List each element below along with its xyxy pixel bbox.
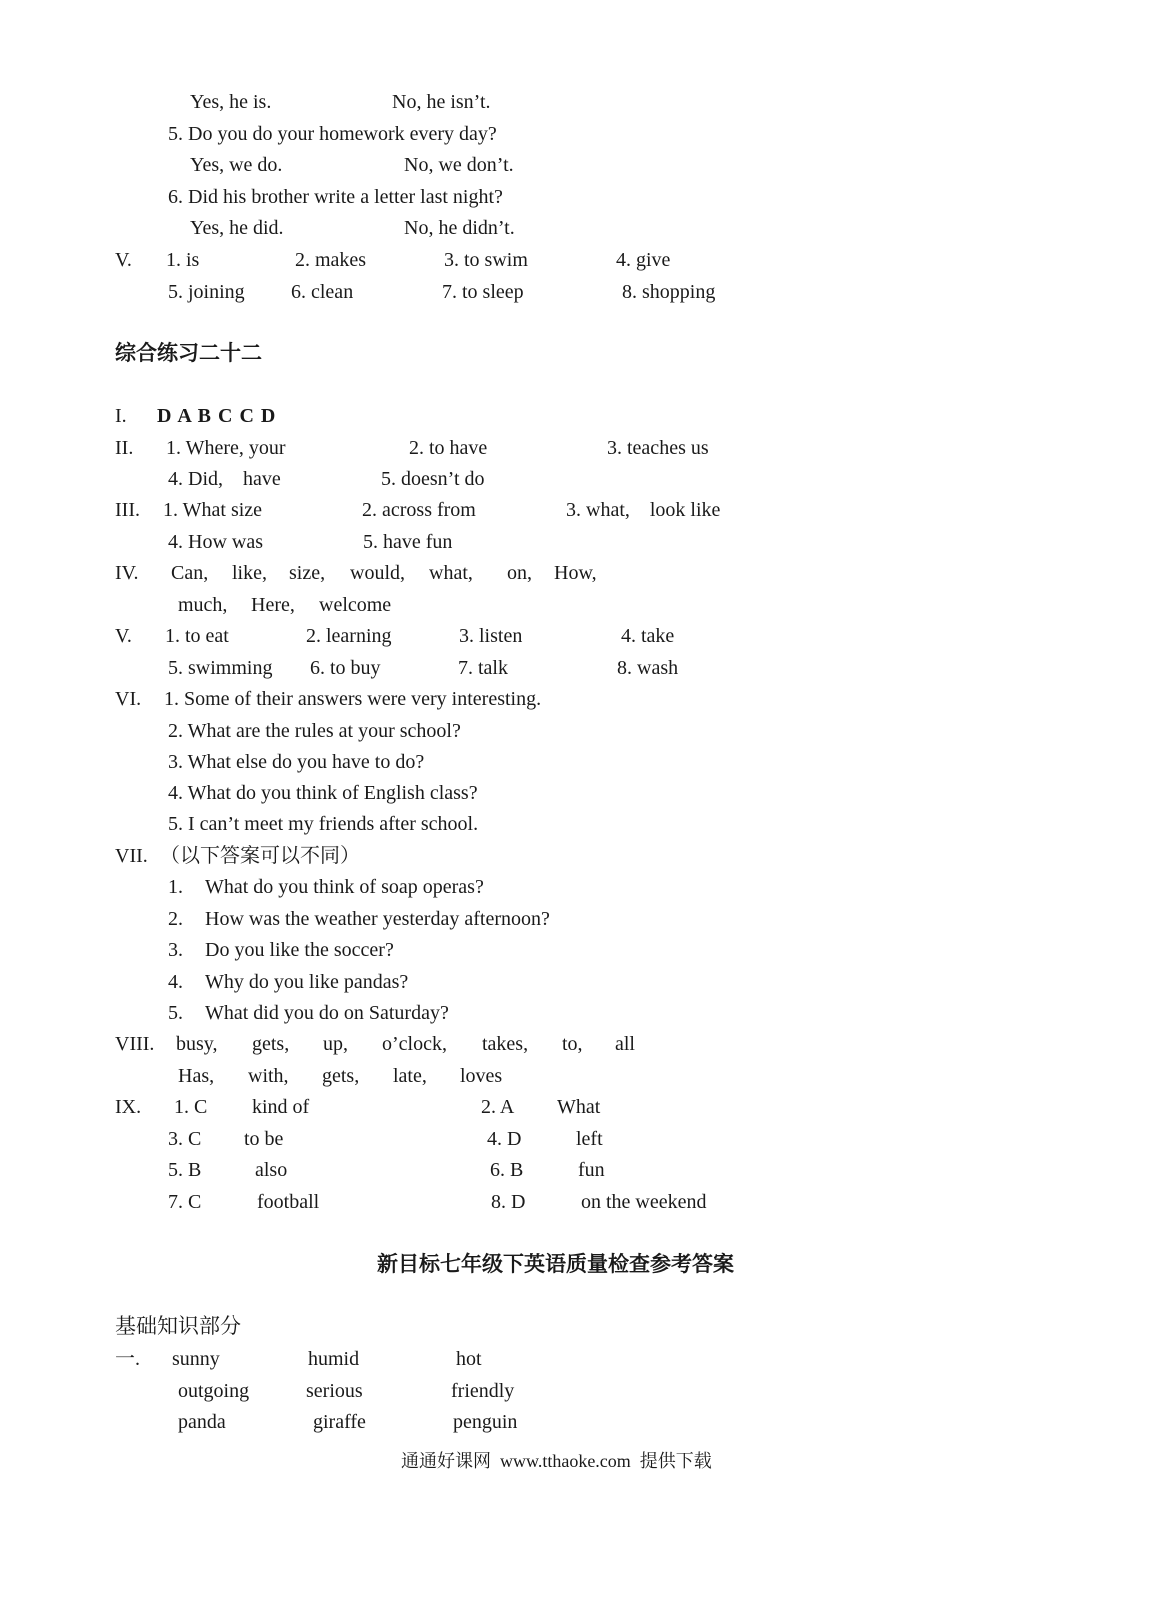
part-heading: 基础知识部分 (115, 1314, 241, 1338)
answer-item: 4. How was (168, 531, 263, 553)
answer-word: with, (248, 1065, 289, 1087)
vocab-word: giraffe (313, 1411, 366, 1433)
answer-item: 2. makes (295, 249, 367, 271)
answer-item: 5. joining (168, 281, 245, 303)
q4-no: No, he isn’t. (392, 91, 491, 113)
answer-word: welcome (319, 594, 392, 616)
section-title: 综合练习二十二 (115, 341, 262, 365)
ix-choice: 2. A (481, 1096, 515, 1118)
ix-choice: 8. D (491, 1191, 526, 1213)
answer-word: would, (350, 562, 405, 584)
q6-question: 6. Did his brother write a letter last night? (168, 186, 503, 208)
answer-word: on, (507, 562, 532, 584)
answer-item: 3. listen (459, 625, 523, 647)
answer-sentence: 2. What are the rules at your school? (168, 720, 461, 742)
answer-sentence: Do you like the soccer? (205, 939, 394, 961)
answer-word: loves (460, 1065, 503, 1087)
answer-sentence: How was the weather yesterday afternoon? (205, 908, 550, 930)
answer-item: 1. to eat (165, 625, 229, 647)
answer-item: 4. take (621, 625, 675, 647)
answer-item: 1. is (166, 249, 200, 271)
ix-word: fun (578, 1159, 605, 1181)
answer-item: 6. to buy (310, 657, 381, 679)
answer-sentence: What did you do on Saturday? (205, 1002, 449, 1024)
answer-word: late, (393, 1065, 427, 1087)
ix-choice: 6. B (490, 1159, 524, 1181)
answer-item: 8. shopping (622, 281, 716, 303)
answer-sentence: What do you think of soap operas? (205, 876, 484, 898)
vi-label: VI. (115, 688, 142, 710)
viii-label: VIII. (115, 1033, 155, 1055)
ix-word: football (257, 1191, 320, 1213)
list-number: 4. (168, 971, 183, 993)
top-v-label: V. (115, 249, 132, 271)
ix-choice: 1. C (174, 1096, 208, 1118)
q5-no: No, we don’t. (404, 154, 514, 176)
iii-label: III. (115, 499, 140, 521)
vocab-word: humid (308, 1348, 360, 1370)
answer-item: 1. Where, your (166, 437, 286, 459)
quality-check-title: 新目标七年级下英语质量检查参考答案 (377, 1252, 734, 1276)
answer-sentence: 4. What do you think of English class? (168, 782, 478, 804)
answer-word: much, (178, 594, 228, 616)
ix-choice: 5. B (168, 1159, 202, 1181)
answer-item: 4. give (616, 249, 671, 271)
answer-word: size, (289, 562, 326, 584)
answer-item: 7. talk (458, 657, 508, 679)
answer-word: How, (554, 562, 597, 584)
answer-item: 5. have fun (363, 531, 453, 553)
answer-word: like, (232, 562, 267, 584)
vocab-word: sunny (172, 1348, 220, 1370)
answer-word: gets, (252, 1033, 290, 1055)
vocab-word: friendly (451, 1380, 515, 1402)
answer-word: takes, (482, 1033, 529, 1055)
ix-word: What (557, 1096, 601, 1118)
answer-item: 3. what, look like (566, 499, 721, 521)
ix-word: kind of (252, 1096, 310, 1118)
answer-item: 7. to sleep (442, 281, 524, 303)
one-label: 一. (115, 1348, 140, 1370)
answer-word: gets, (322, 1065, 360, 1087)
q6-no: No, he didn’t. (404, 217, 515, 239)
ix-label: IX. (115, 1096, 142, 1118)
list-number: 5. (168, 1002, 183, 1024)
answer-item: 4. Did, have (168, 468, 281, 490)
vocab-word: panda (178, 1411, 226, 1433)
q5-question: 5. Do you do your homework every day? (168, 123, 497, 145)
answer-item: 3. to swim (444, 249, 528, 271)
ix-word: on the weekend (581, 1191, 707, 1213)
ii-label: II. (115, 437, 134, 459)
ix-word: also (255, 1159, 288, 1181)
ix-word: to be (244, 1128, 284, 1150)
answer-word: to, (562, 1033, 583, 1055)
vocab-word: serious (306, 1380, 363, 1402)
answer-item: 2. to have (409, 437, 488, 459)
ix-choice: 7. C (168, 1191, 202, 1213)
answer-sentence: 3. What else do you have to do? (168, 751, 425, 773)
q4-yes: Yes, he is. (190, 91, 272, 113)
answer-word: Here, (251, 594, 295, 616)
answer-word: Has, (178, 1065, 215, 1087)
vocab-word: penguin (453, 1411, 518, 1433)
answer-sentence: Why do you like pandas? (205, 971, 409, 993)
ix-word: left (576, 1128, 603, 1150)
answer-item: 3. teaches us (607, 437, 709, 459)
ix-choice: 3. C (168, 1128, 202, 1150)
answer-sentence: 1. Some of their answers were very interesting. (164, 688, 542, 710)
footer-source: 通通好课网 www.tthaoke.com 提供下载 (401, 1451, 712, 1471)
answer-item: 2. learning (306, 625, 392, 647)
answer-word: o’clock, (382, 1033, 447, 1055)
answer-word: busy, (176, 1033, 218, 1055)
list-number: 3. (168, 939, 183, 961)
q5-yes: Yes, we do. (190, 154, 283, 176)
answer-item: 5. doesn’t do (381, 468, 485, 490)
v-label: V. (115, 625, 132, 647)
answer-item: 8. wash (617, 657, 679, 679)
answer-word: Can, (171, 562, 209, 584)
answer-sentence: 5. I can’t meet my friends after school. (168, 813, 479, 835)
answer-word: what, (429, 562, 473, 584)
vii-label: VII. (115, 845, 148, 867)
answer-word: up, (323, 1033, 348, 1055)
answer-item: 1. What size (163, 499, 263, 521)
q6-yes: Yes, he did. (190, 217, 284, 239)
i-answers: D A B C C D (157, 405, 277, 427)
answer-item: 5. swimming (168, 657, 273, 679)
vocab-word: hot (456, 1348, 482, 1370)
vocab-word: outgoing (178, 1380, 250, 1402)
list-number: 2. (168, 908, 183, 930)
iv-label: IV. (115, 562, 139, 584)
answer-item: 6. clean (291, 281, 354, 303)
list-number: 1. (168, 876, 183, 898)
answer-item: 2. across from (362, 499, 476, 521)
ix-choice: 4. D (487, 1128, 522, 1150)
i-label: I. (115, 405, 127, 427)
answer-word: all (615, 1033, 635, 1055)
vii-note: （以下答案可以不同） (160, 845, 360, 867)
